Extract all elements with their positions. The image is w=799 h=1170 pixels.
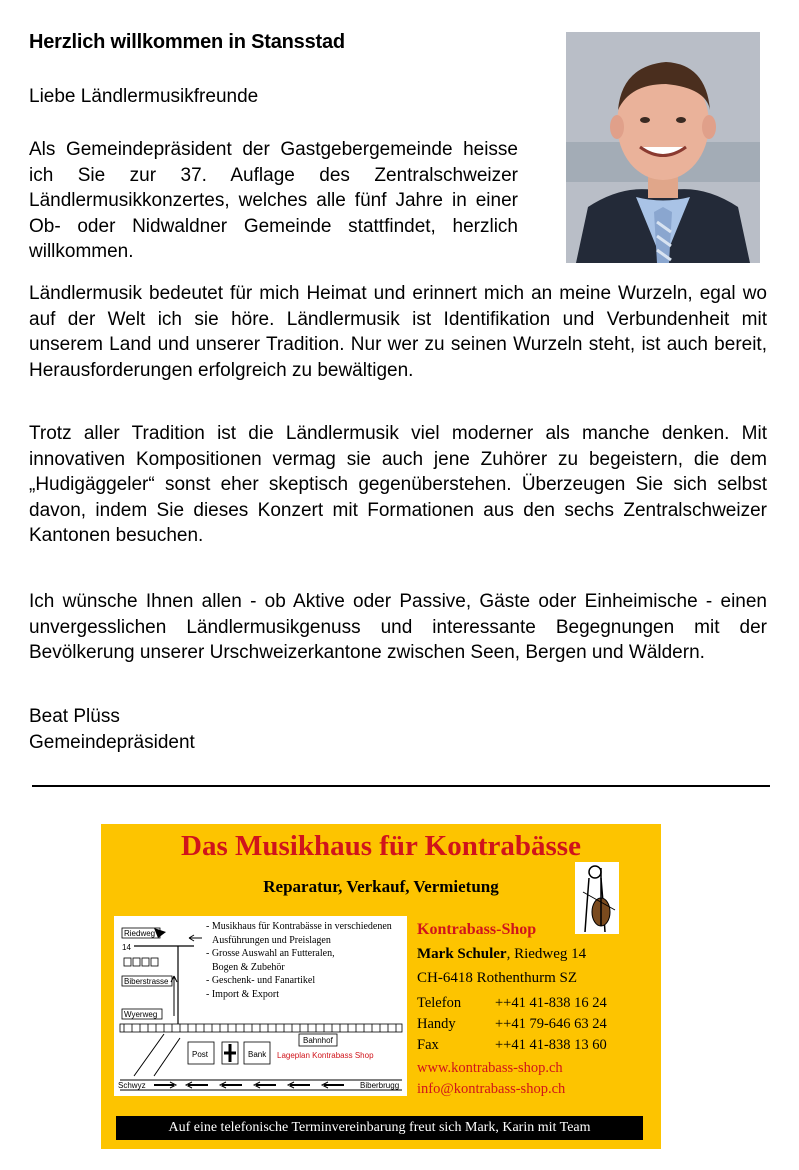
- signature: [29, 704, 195, 755]
- portrait-photo: [566, 32, 760, 263]
- contact-value: ++41 79-646 63 24: [495, 1016, 607, 1032]
- ad-bullet: - Geschenk- und Fanartikel: [206, 975, 316, 987]
- ad-bullet-list: [206, 920, 392, 1002]
- ad-footer: Auf eine telefonische Terminvereinbarung freut sich Mark, Karin mit Team: [116, 1116, 643, 1140]
- ad-bullet: - Grosse Auswahl an Futteralen,: [206, 948, 335, 960]
- contact-mobile: [417, 1016, 607, 1033]
- contact-fax: [417, 1037, 607, 1054]
- location-map: [114, 916, 407, 1096]
- contact-label: Telefon: [417, 995, 462, 1011]
- paragraph-3: Trotz aller Tradition ist die Ländlermusik viel moderner als manche denken. Mit innovativen Kompositionen vermag sie auch jene Zuhörer zu begeistern, die dem „Hudigäggeler“ sonst eher skeptisch gegenüberstehen. Überzeugen Sie sich selbst davon, indem Sie dieses Konzert mit Formationen aus den sechs Zentralschweizer Kantonen besuchen.: [29, 423, 767, 546]
- map-label-wyerweg: Wyerweg: [124, 1010, 158, 1019]
- ad-bullet: Bogen & Zubehör: [212, 961, 285, 973]
- map-label-number: 14: [122, 943, 131, 952]
- shop-street: , Riedweg 14: [506, 946, 587, 962]
- map-label-lageplan: Lageplan Kontrabass Shop: [277, 1051, 374, 1060]
- advertisement: [101, 824, 661, 1149]
- map-label-biberbrugg: Biberbrugg: [360, 1081, 400, 1090]
- paragraph-1: Als Gemeindepräsident der Gastgebergemeinde heisse ich Sie zur 37. Auflage des Zentralschweizer Ländlermusikkonzertes, welches alle fünf Jahre in einer Ob- oder Nidwaldner Gemeinde stattfindet, herzlich willkommen.: [29, 139, 518, 262]
- double-bass-player-icon: [575, 862, 619, 934]
- map-label-bank: Bank: [248, 1050, 267, 1059]
- signature-name: Beat Plüss: [29, 706, 120, 727]
- contact-label: Fax: [417, 1037, 439, 1053]
- contact-value: ++41 41-838 13 60: [495, 1037, 607, 1053]
- paragraph-4: Ich wünsche Ihnen allen - ob Aktive oder Passive, Gäste oder Einheimische - einen unvergesslichen Ländlermusikgenuss und interessante Begegnungen mit der Bevölkerung unserer Urschweizerkantone zwischen Seen, Bergen und Wäldern.: [29, 591, 767, 663]
- map-label-biberstrasse: Biberstrasse: [124, 977, 169, 986]
- map-label-riedweg: Riedweg: [124, 929, 156, 938]
- map-label-schwyz: Schwyz: [118, 1081, 146, 1090]
- shop-address: [417, 946, 586, 963]
- ad-title: Das Musikhaus für Kontrabässe: [181, 830, 581, 862]
- map-label-bahnhof: Bahnhof: [303, 1036, 333, 1045]
- shop-city: CH-6418 Rothenthurm SZ: [417, 970, 577, 986]
- paragraph-2: Ländlermusik bedeutet für mich Heimat und erinnert mich an meine Wurzeln, egal wo auf der Welt ich sie höre. Ländlermusik ist Identifikation und Verbundenheit mit unserem Land und unserer Tradition. Nur wer zu seinen Wurzeln steht, ist auch bereit, Herausforderungen erfolgreich zu bewältigen.: [29, 283, 767, 381]
- shop-name: Kontrabass-Shop: [417, 921, 537, 938]
- ad-bullet: Ausführungen und Preislagen: [212, 934, 331, 946]
- contact-label: Handy: [417, 1016, 456, 1032]
- email-link[interactable]: info@kontrabass-shop.ch: [417, 1081, 566, 1097]
- page-title: Herzlich willkommen in Stansstad: [29, 31, 345, 53]
- contact-value: ++41 41-838 16 24: [495, 995, 607, 1011]
- map-label-post: Post: [192, 1050, 209, 1059]
- shop-owner: Mark Schuler: [417, 946, 507, 962]
- ad-bullet: - Import & Export: [206, 988, 280, 1000]
- ad-subtitle: Reparatur, Verkauf, Vermietung: [263, 877, 499, 896]
- contact-phone: [417, 995, 607, 1012]
- website-link[interactable]: www.kontrabass-shop.ch: [417, 1060, 563, 1076]
- signature-role: Gemeindepräsident: [29, 731, 195, 753]
- ad-bullet: - Musikhaus für Kontrabässe in verschiedenen: [206, 921, 392, 932]
- greeting: Liebe Ländlermusikfreunde: [29, 86, 259, 107]
- divider: [32, 785, 770, 787]
